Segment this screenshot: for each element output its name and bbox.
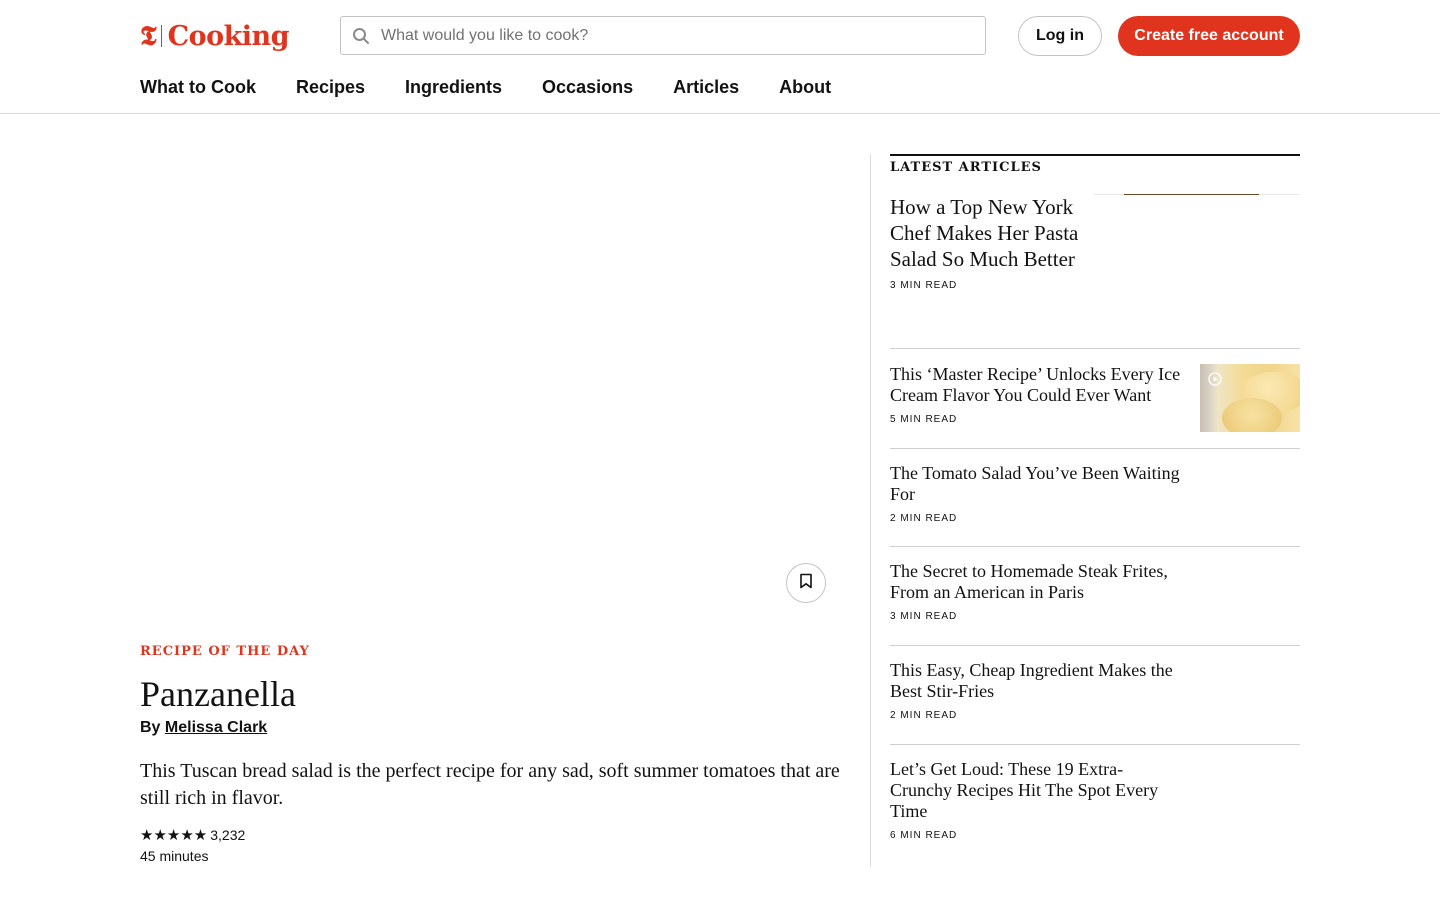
recipe-hero-image[interactable] xyxy=(140,154,846,620)
search-input[interactable] xyxy=(381,27,971,45)
sidebar-top-rule xyxy=(890,154,1300,156)
save-recipe-button[interactable] xyxy=(786,563,826,603)
article-title[interactable]: The Tomato Salad You’ve Been Waiting For xyxy=(890,463,1180,504)
create-account-button[interactable]: Create free account xyxy=(1118,16,1300,56)
recipe-byline xyxy=(140,719,267,737)
article-read-time: 5 MIN READ xyxy=(890,414,958,425)
nav-item-recipes[interactable]: Recipes xyxy=(295,77,366,97)
recipe-title[interactable]: Panzanella xyxy=(140,674,296,714)
recipe-time: 45 minutes xyxy=(140,848,209,864)
article-divider xyxy=(890,744,1300,745)
article-item[interactable] xyxy=(890,194,1300,291)
bookmark-icon xyxy=(799,573,813,594)
article-divider xyxy=(890,348,1300,349)
nav-item-articles[interactable]: Articles xyxy=(673,77,740,97)
play-icon xyxy=(1208,372,1222,386)
article-feature-image[interactable] xyxy=(1094,194,1300,195)
article-item[interactable] xyxy=(890,463,1300,524)
login-button[interactable]: Log in xyxy=(1018,16,1102,56)
article-read-time: 2 MIN READ xyxy=(890,513,958,524)
cooking-logo[interactable] xyxy=(140,18,289,54)
article-item[interactable] xyxy=(890,759,1300,841)
sidebar-title: LATEST ARTICLES xyxy=(890,160,1042,175)
article-title[interactable]: The Secret to Homemade Steak Frites, From an American in Paris xyxy=(890,561,1168,602)
article-read-time: 6 MIN READ xyxy=(890,830,958,841)
main-nav xyxy=(140,74,831,100)
nav-item-what-to-cook[interactable]: What to Cook xyxy=(140,77,256,97)
logo-separator xyxy=(161,25,162,47)
author-link[interactable]: Melissa Clark xyxy=(164,719,268,736)
search-icon[interactable] xyxy=(341,17,381,54)
article-item[interactable] xyxy=(890,561,1300,622)
column-divider xyxy=(870,154,871,867)
nyt-logo-mark: 𝕿 xyxy=(140,20,157,52)
nav-item-about[interactable]: About xyxy=(779,77,832,97)
article-title[interactable]: How a Top New York Chef Makes Her Pasta Salad So Much Better xyxy=(890,195,1079,271)
article-thumbnail[interactable] xyxy=(1200,364,1300,432)
article-item[interactable] xyxy=(890,660,1300,721)
article-divider xyxy=(890,645,1300,646)
nav-item-ingredients[interactable]: Ingredients xyxy=(405,77,503,97)
site-header xyxy=(0,0,1440,114)
article-divider xyxy=(890,546,1300,547)
rating-count: 3,232 xyxy=(210,827,246,843)
nav-item-occasions[interactable]: Occasions xyxy=(542,77,634,97)
recipe-of-the-day-label: RECIPE OF THE DAY xyxy=(140,644,310,659)
article-title[interactable]: Let’s Get Loud: These 19 Extra-Crunchy Recipes Hit The Spot Every Time xyxy=(890,759,1159,821)
search-bar[interactable] xyxy=(340,16,986,55)
article-title[interactable]: This Easy, Cheap Ingredient Makes the Best Stir-Fries xyxy=(890,660,1173,701)
article-title[interactable]: This ‘Master Recipe’ Unlocks Every Ice Cream Flavor You Could Ever Want xyxy=(890,364,1181,405)
star-rating-icon: ★★★★★ xyxy=(140,826,208,844)
article-read-time: 3 MIN READ xyxy=(890,280,958,291)
recipe-description: This Tuscan bread salad is the perfect recipe for any sad, soft summer tomatoes that are still rich in flavor. xyxy=(140,760,840,809)
article-read-time: 2 MIN READ xyxy=(890,710,958,721)
article-read-time: 3 MIN READ xyxy=(890,611,958,622)
logo-wordmark: Cooking xyxy=(167,20,290,52)
article-divider xyxy=(890,448,1300,449)
byline-prefix: By xyxy=(140,719,161,736)
recipe-rating xyxy=(140,826,245,844)
